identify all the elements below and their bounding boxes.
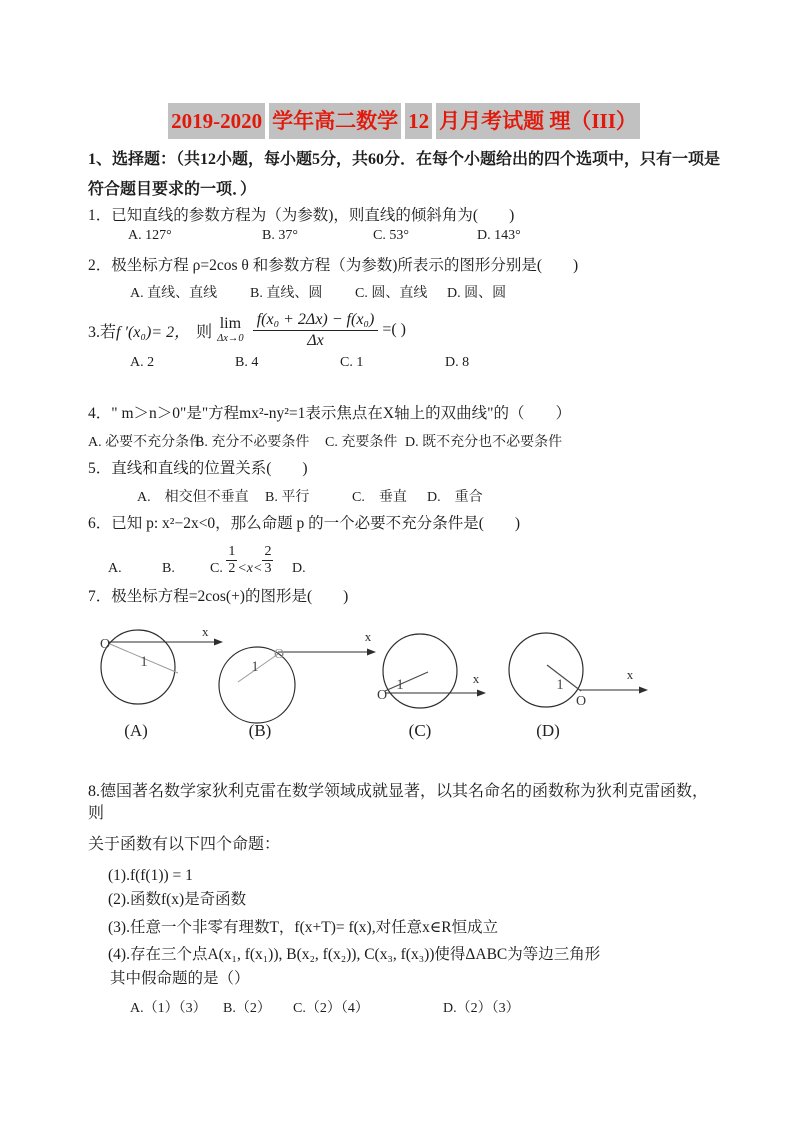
q8-proposition-2: (2).函数f(x)是奇函数 [108, 891, 247, 908]
title-segment: 12 [405, 103, 432, 139]
q8-proposition-1: (1).f(f(1)) = 1 [108, 867, 193, 884]
title-segment: 学年高二数学 [269, 103, 401, 139]
radius-label: 1 [251, 659, 259, 675]
question-8-options [88, 997, 720, 1019]
origin-label: O [576, 694, 587, 709]
circle [383, 634, 457, 708]
fraction-one-half: $\frac{1}{2}$ [228, 544, 236, 576]
q2-option-c: C. 圆、直线 [355, 286, 428, 301]
question-6-options [88, 541, 720, 583]
q8-option-c: C.（2）（4） [293, 1001, 369, 1016]
origin-label: O [100, 637, 111, 652]
diagram-caption: (A) [124, 721, 148, 740]
q4-option-d: D. 既不充分也不必要条件 [405, 435, 563, 450]
question-4-options [88, 431, 720, 453]
q4-option-a: A. 必要不充分条件 [88, 435, 204, 450]
q8-option-d: D.（2）（3） [443, 1001, 520, 1016]
q1-option-c: C. 53° [373, 228, 409, 243]
page-title [88, 103, 720, 137]
radius-line [547, 665, 581, 691]
q4-option-b: B. 充分不必要条件 [195, 435, 310, 450]
q3-option-b: B. 4 [235, 355, 259, 370]
question-5-options [88, 486, 720, 508]
arrowhead-icon [639, 687, 648, 694]
axis-label: x [472, 671, 480, 686]
question-1-text: 1．已知直线的参数方程为（为参数)，则直线的倾斜角为( ) [88, 207, 515, 224]
title-segment: 2019-2020 [168, 103, 265, 139]
q6-option-d: D. [292, 561, 306, 576]
q1-option-b: B. 37° [262, 228, 298, 243]
polar-diagram-b [200, 615, 390, 745]
axis-label: x [202, 624, 209, 639]
diagram-caption: (C) [408, 721, 432, 740]
circle [509, 633, 583, 707]
q2-option-b: B. 直线、圆 [250, 286, 323, 301]
q8-proposition-4: (4).存在三个点A(x₁, f(x₁)), B(x₂, f(x₂)), C(x₃, f(x₃))使得ΔABC为等边三角形 [108, 946, 601, 963]
diagram-caption: (D) [536, 721, 560, 740]
q4-option-c: C. 充要条件 [325, 435, 398, 450]
question-1-options [88, 228, 720, 250]
q6-option-b: B. [162, 561, 175, 576]
limit-operator: lim Δx→0 [217, 314, 244, 344]
q5-option-d: D. 重合 [427, 490, 483, 505]
q5-option-b: B. 平行 [265, 490, 310, 505]
q6-option-c: C. $\frac{1}{2}$ <x< $\frac{2}{3}$ [210, 544, 272, 576]
axis-label: x [626, 667, 634, 682]
radius-label: 1 [140, 654, 148, 670]
question-8-text-line1: 8.德国著名数学家狄利克雷在数学领域成就显著，以其名命名的函数称为狄利克雷函数，则 [88, 783, 709, 822]
radius-label: 1 [556, 677, 564, 693]
question-8-text-line2: 关于函数有以下四个命题： [88, 836, 281, 853]
arrowhead-icon [477, 690, 486, 697]
polar-diagram-d [500, 615, 660, 745]
question-7-diagrams [88, 615, 720, 755]
fraction-two-thirds: $\frac{2}{3}$ [264, 544, 272, 576]
q2-option-a: A. 直线、直线 [130, 286, 218, 301]
q3-equals: =( ) [382, 321, 406, 338]
axis-label: x [364, 629, 372, 644]
q6-option-a: A. [108, 561, 122, 576]
q1-option-d: D. 143° [477, 228, 521, 243]
polar-diagram-c [375, 615, 505, 745]
q8-option-b: B.（2） [223, 1001, 271, 1016]
q3-option-d: D. 8 [445, 355, 470, 370]
q8-option-a: A.（1）（3） [130, 1001, 207, 1016]
q3-prefix: 3.若 [88, 323, 117, 341]
question-2-text: 2．极坐标方程 ρ=2cos θ 和参数方程（为参数)所表示的图形分别是( ) [88, 257, 579, 274]
q3-option-c: C. 1 [340, 355, 364, 370]
q2-option-d: D. 圆、圆 [447, 286, 507, 301]
title-segment: 月月考试题 理（III） [436, 103, 640, 139]
question-3-formula [88, 306, 720, 354]
q3-option-a: A. 2 [130, 355, 155, 370]
question-2-options [88, 282, 720, 304]
question-7-text: 7．极坐标方程=2cos(+)的图形是( ) [88, 588, 349, 605]
question-3-options [88, 355, 720, 377]
inequality: <x< [237, 561, 263, 576]
radius-line [385, 672, 428, 691]
question-6-text: 6．已知 p: x²−2x<0，那么命题 p 的一个必要不充分条件是( ) [88, 515, 521, 532]
q3-derivative: f ′(x₀)= 2， [116, 323, 191, 341]
q8-proposition-3: (3).任意一个非零有理数T，f(x+T)= f(x),对任意x∈R恒成立 [108, 919, 499, 936]
q5-option-c: C. 垂直 [352, 490, 407, 505]
section-instructions: 1、选择题：（共12小题，每小题5分，共60分．在每个小题给出的四个选项中，只有一项是符合题目要求的一项．） [88, 151, 721, 198]
question-4-text: 4．" m＞n＞0"是"方程mx²-ny²=1表示焦点在X轴上的双曲线"的（ ） [88, 405, 571, 422]
question-5-text: 5．直线和直线的位置关系( ) [88, 460, 308, 477]
q1-option-a: A. 127° [128, 228, 172, 243]
origin-label: O [274, 647, 285, 662]
diagram-caption: (B) [248, 721, 272, 740]
q3-then: 则 [196, 323, 213, 341]
q8-closing: 其中假命题的是（） [110, 970, 250, 987]
q5-option-a: A. 相交但不垂直 [137, 490, 249, 505]
radius-label: 1 [396, 677, 404, 693]
origin-label: O [377, 688, 388, 703]
limit-fraction: $\frac{\text{f(x₀ + 2Δx) − f(x₀)}}{\Delta x}$ [253, 311, 379, 350]
